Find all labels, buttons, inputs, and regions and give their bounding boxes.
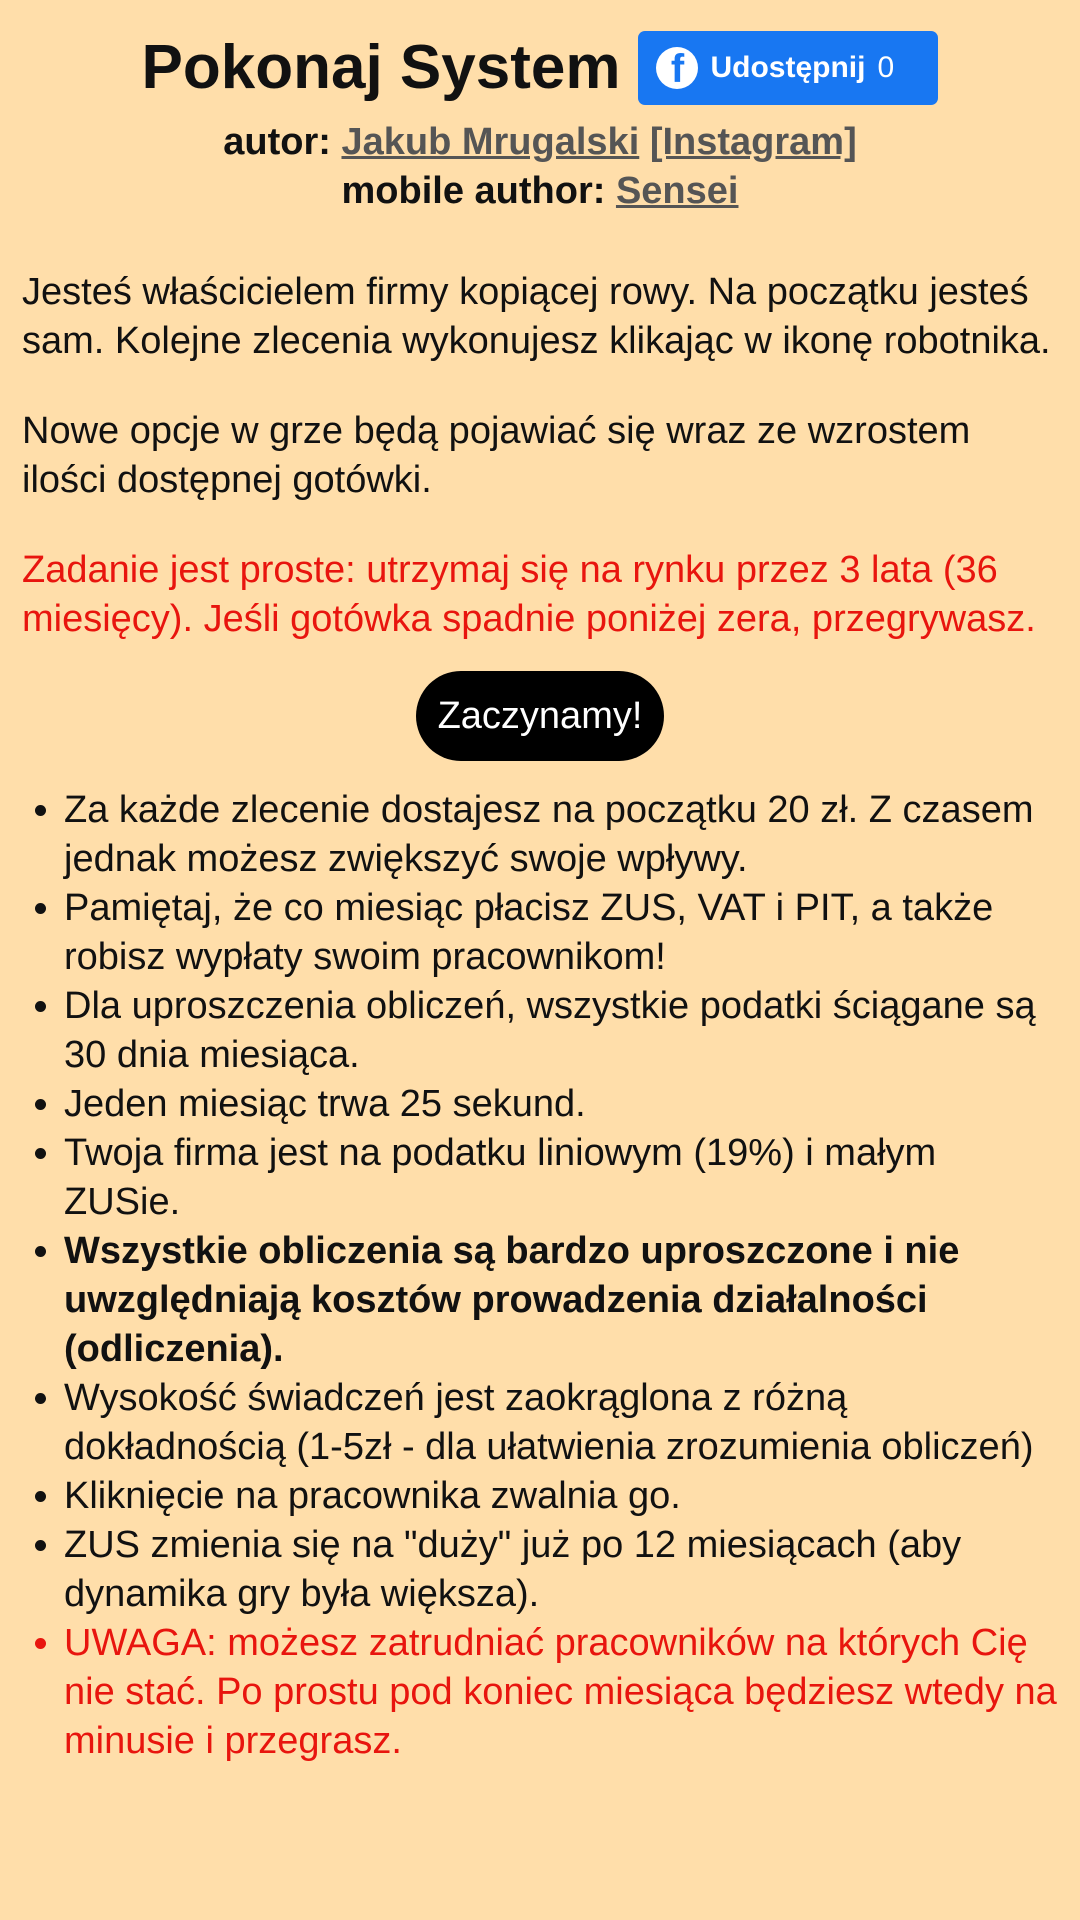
- facebook-share-button[interactable]: [638, 31, 938, 105]
- rule-item: • Wysokość świadczeń jest zaokrąglona z różną dokładnością (1-5zł - dla ułatwienia zrozumienia obliczeń): [64, 1374, 1058, 1472]
- author-credit: [22, 118, 1058, 167]
- rule-item-warning: • UWAGA: możesz zatrudniać pracowników na których Cię nie stać. Po prostu pod koniec miesiąca będziesz wtedy na minusie i przegrasz.: [64, 1619, 1058, 1766]
- instagram-link[interactable]: [Instagram]: [649, 121, 857, 163]
- title-row: [22, 28, 1058, 108]
- rule-item: • Pamiętaj, że co miesiąc płacisz ZUS, VAT i PIT, a także robisz wypłaty swoim pracownikom!: [64, 884, 1058, 982]
- header: [22, 28, 1058, 216]
- share-label: Udostępnij: [710, 51, 866, 84]
- mobile-author-link[interactable]: Sensei: [615, 170, 739, 212]
- rule-item: • Za każde zlecenie dostajesz na początku 20 zł. Z czasem jednak możesz zwiększyć swoje wpływy.: [64, 786, 1058, 884]
- rule-item: • Kliknięcie na pracownika zwalnia go.: [64, 1472, 1058, 1521]
- author-prefix: autor:: [223, 121, 331, 163]
- rule-item-important: • Wszystkie obliczenia są bardzo uproszczone i nie uwzględniają kosztów prowadzenia działalności (odliczenia).: [64, 1227, 1058, 1374]
- rule-item: • Twoja firma jest na podatku liniowym (19%) i małym ZUSie.: [64, 1129, 1058, 1227]
- page-title: Pokonaj System: [141, 33, 621, 102]
- start-button-wrap: [22, 671, 1058, 761]
- share-count: 0: [877, 51, 895, 84]
- rules-list: [22, 786, 1058, 1766]
- mobile-author-prefix: mobile author:: [341, 170, 606, 212]
- facebook-icon: f: [656, 47, 698, 89]
- rule-item: • Jeden miesiąc trwa 25 sekund.: [64, 1080, 1058, 1129]
- rule-item: • ZUS zmienia się na "duży" już po 12 miesiącach (aby dynamika gry była większa).: [64, 1521, 1058, 1619]
- start-game-button[interactable]: Zaczynamy!: [416, 671, 665, 761]
- intro-paragraph-2: Nowe opcje w grze będą pojawiać się wraz ze wzrostem ilości dostępnej gotówki.: [22, 410, 971, 501]
- goal-paragraph: Zadanie jest proste: utrzymaj się na rynku przez 3 lata (36 miesięcy). Jeśli gotówka spadnie poniżej zera, przegrywasz.: [22, 549, 1036, 640]
- mobile-author-credit: [22, 167, 1058, 216]
- rule-item: • Dla uproszczenia obliczeń, wszystkie podatki ściągane są 30 dnia miesiąca.: [64, 982, 1058, 1080]
- author-link[interactable]: Jakub Mrugalski: [341, 121, 640, 163]
- intro-paragraph-1: Jesteś właścicielem firmy kopiącej rowy. Na początku jesteś sam. Kolejne zlecenia wykonujesz klikając w ikonę robotnika.: [22, 271, 1051, 362]
